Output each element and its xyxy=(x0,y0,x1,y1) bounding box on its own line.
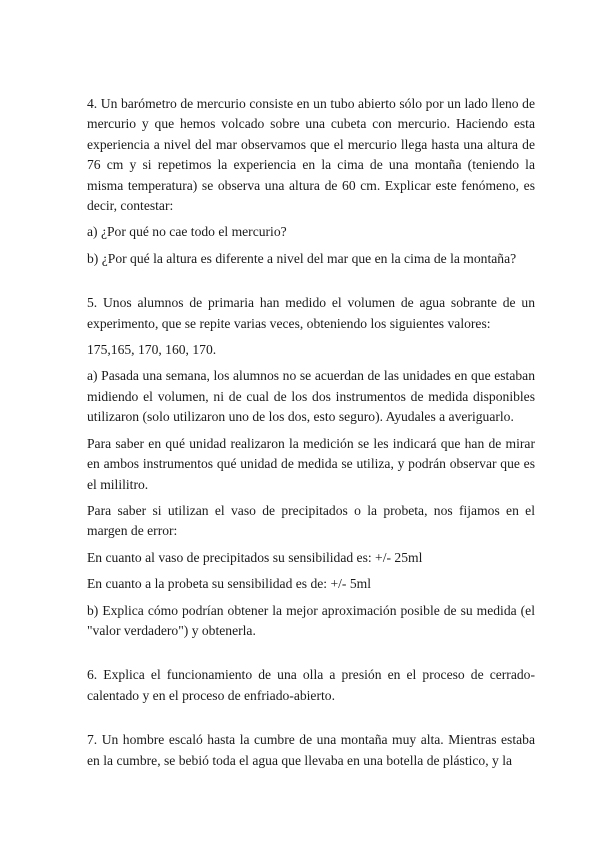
question-7 xyxy=(87,730,535,771)
document-body xyxy=(87,94,535,771)
q7-statement: 7. Un hombre escaló hasta la cumbre de una montaña muy alta. Mientras estaba en la cumbre, se bebió toda el agua que llevaba en una botella de plástico, y la xyxy=(87,732,535,768)
section-spacer xyxy=(87,641,535,665)
q4-statement: 4. Un barómetro de mercurio consiste en un tubo abierto sólo por un lado lleno de mercurio y que hemos volcado sobre una cubeta con mercurio. Haciendo esta experiencia a nivel del mar observamos que el mercurio llega hasta una altura de 76 cm y si repetimos la experiencia en la cima de una montaña (teniendo la misma temperatura) se observa una altura de 60 cm. Explicar este fenómeno, es decir, contestar: xyxy=(87,96,535,214)
section-spacer xyxy=(87,706,535,730)
q5-beaker-sensitivity: En cuanto al vaso de precipitados su sensibilidad es: +/- 25ml xyxy=(87,549,423,565)
q4-part-b: b) ¿Por qué la altura es diferente a nivel del mar que en la cima de la montaña? xyxy=(87,250,517,266)
q5-part-b: b) Explica cómo podrían obtener la mejor aproximación posible de su medida (el "valor verdadero") y obtenerla. xyxy=(87,602,535,638)
q5-instrument-answer: Para saber si utilizan el vaso de precipitados o la probeta, nos fijamos en el margen de error: xyxy=(87,502,535,539)
question-4 xyxy=(87,94,535,269)
q5-values: 175,165, 170, 160, 170. xyxy=(87,342,217,358)
question-6 xyxy=(87,665,535,706)
q6-statement: 6. Explica el funcionamiento de una olla a presión en el proceso de cerrado-calentado y en el proceso de enfriado-abierto. xyxy=(87,667,535,703)
question-5 xyxy=(87,293,535,641)
q5-cylinder-sensitivity: En cuanto a la probeta su sensibilidad es de: +/- 5ml xyxy=(87,576,372,592)
q4-part-a: a) ¿Por qué no cae todo el mercurio? xyxy=(87,224,287,240)
q5-unit-answer: Para saber en qué unidad realizaron la medición se les indicará que han de mirar en ambos instrumentos qué unidad de medida se utiliza, y podrán observar que es el mililitro. xyxy=(87,435,535,492)
q5-statement: 5. Unos alumnos de primaria han medido el volumen de agua sobrante de un experimento, que se repite varias veces, obteniendo los siguientes valores: xyxy=(87,295,535,331)
section-spacer xyxy=(87,269,535,293)
q5-part-a: a) Pasada una semana, los alumnos no se acuerdan de las unidades en que estaban midiendo el volumen, ni de cual de los dos instrumentos de medida disponibles utilizaron (solo utilizaron uno de los dos, esto seguro). Ayudales a averiguarlo. xyxy=(87,368,535,425)
